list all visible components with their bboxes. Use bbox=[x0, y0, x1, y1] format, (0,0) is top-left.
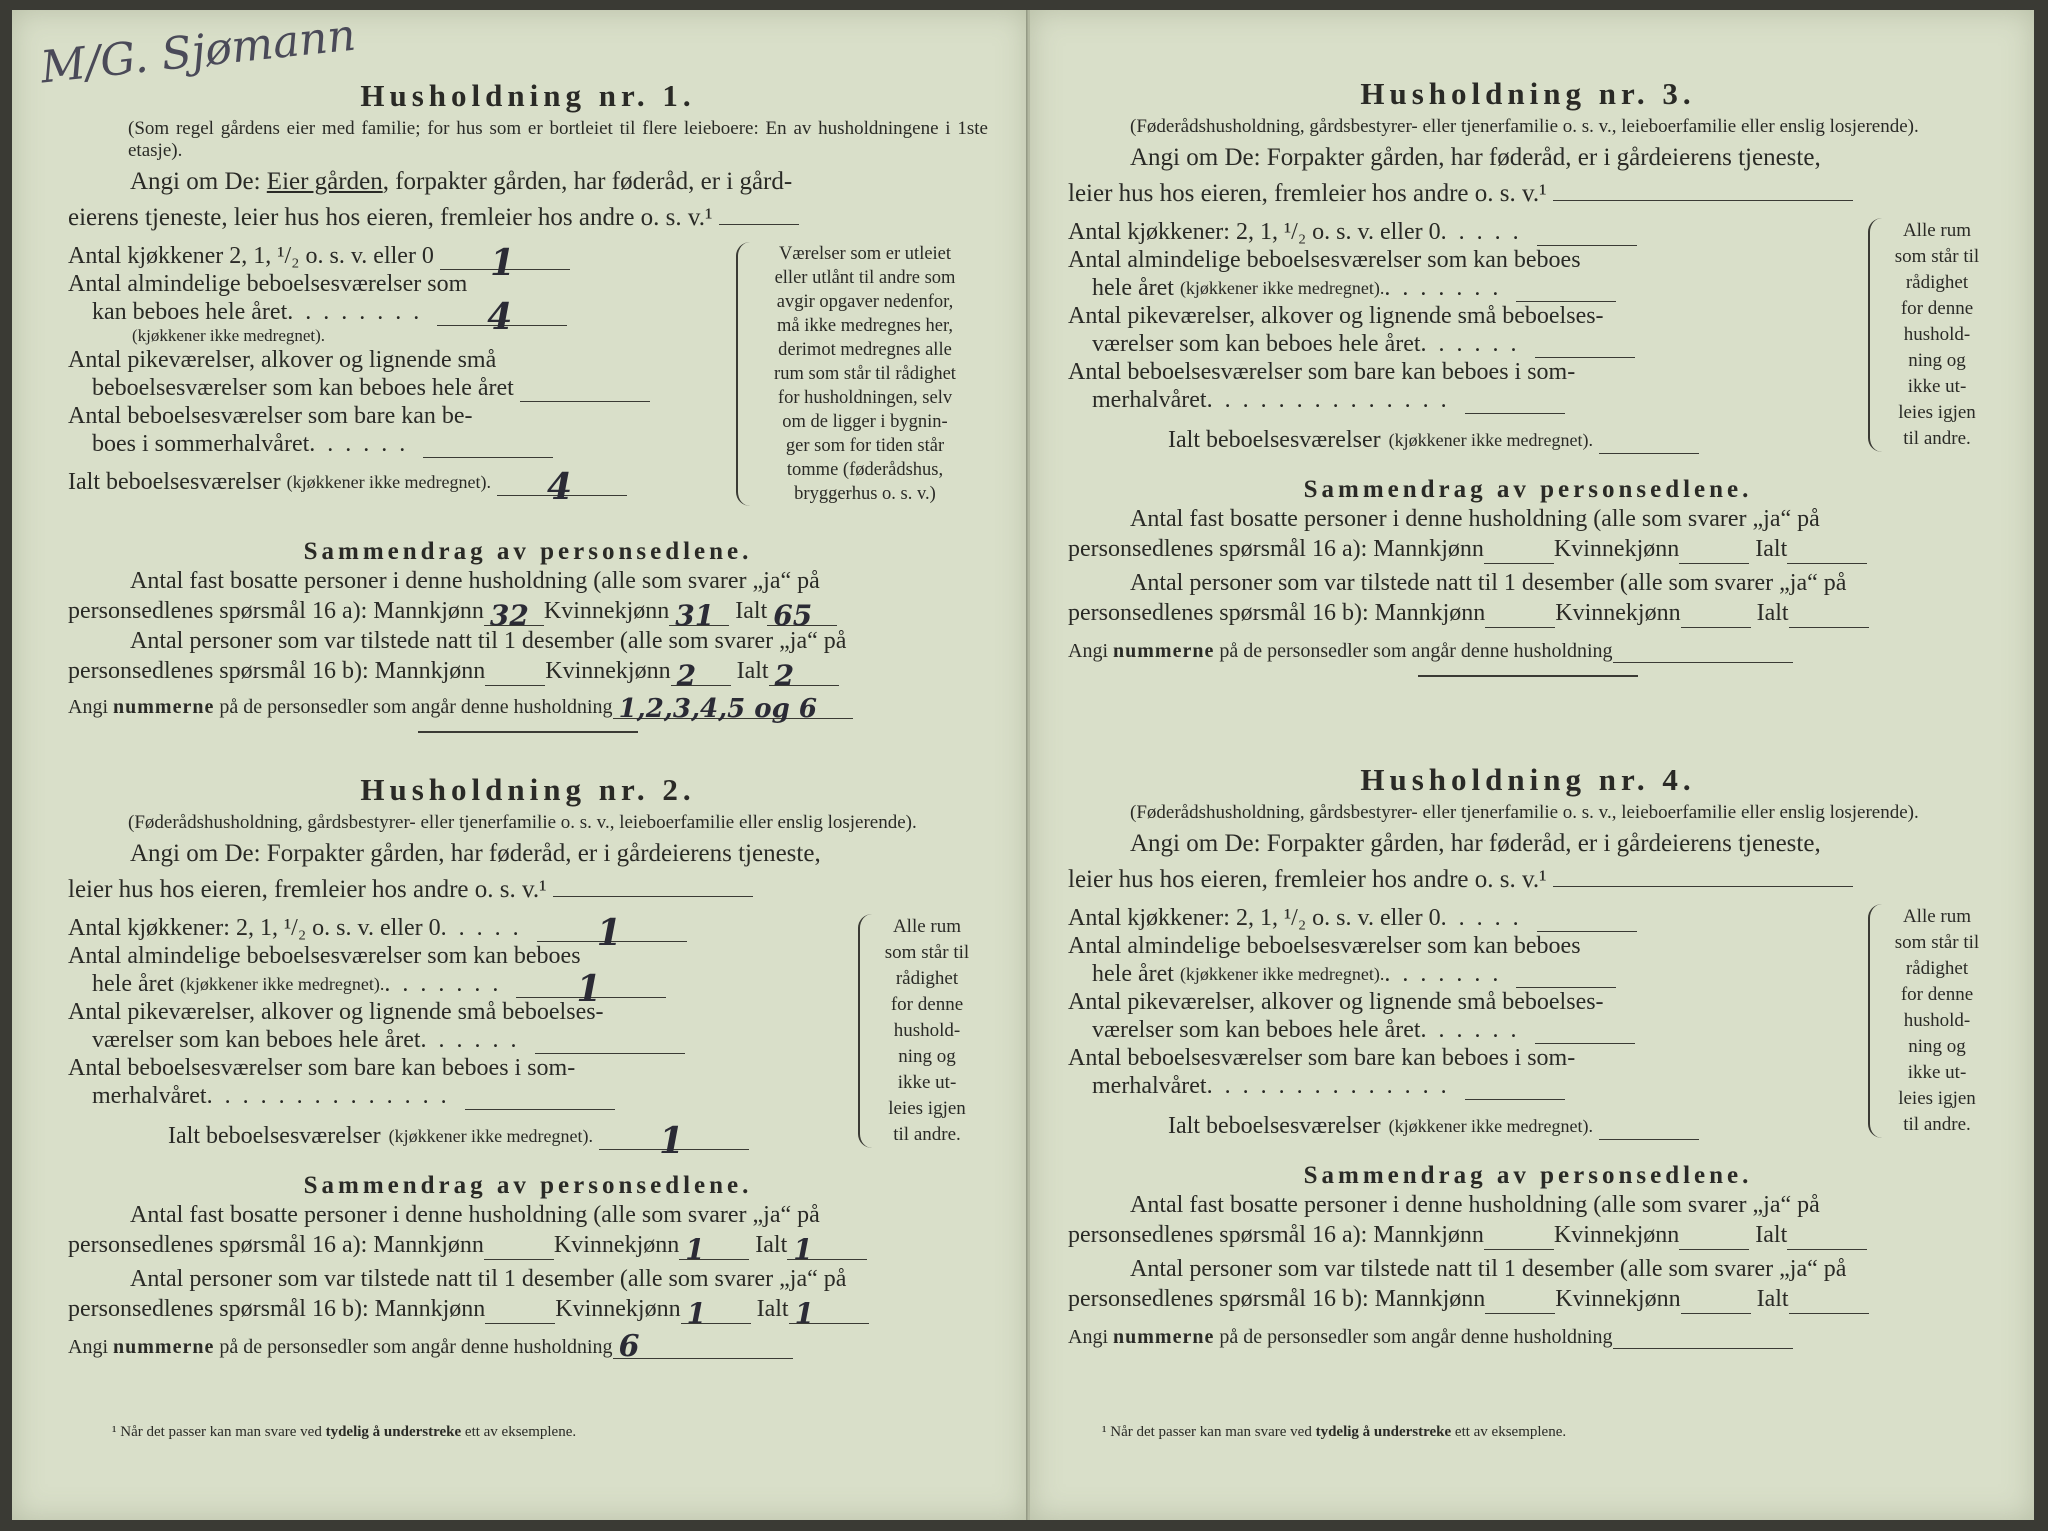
fast-ialt-field[interactable] bbox=[1787, 539, 1867, 564]
fast-mann-field[interactable] bbox=[1484, 539, 1554, 564]
household-title: Husholdning nr. 3. bbox=[1360, 76, 1696, 111]
tilstede-kvinne-field[interactable]: 1 bbox=[681, 1299, 751, 1324]
angi-line: Angi om De: Eier gården, forpakter gården, har føderåd, er i gård- bbox=[130, 168, 793, 195]
ialt-field[interactable] bbox=[1599, 427, 1699, 454]
household-title: Husholdning nr. 4. bbox=[1360, 762, 1696, 797]
sommer-field[interactable] bbox=[1465, 1073, 1565, 1100]
room-rows-3: Antal kjøkkener: 2, 1, ¹/₂ o. s. v. eller 0 ..... Antal almindelige beboelsesværelser som kan beboes hele året (kjøkkener ikke medregnet). ....... Antal pikeværelser, alkover og lignende små beboelses- værelser som kan beboes hele året ...... Antal beboelsesværelser som bare kan beboes i som- merhalvåret .............. Ialt beboelsesværelser (kjøkkener ikke medregnet). bbox=[1068, 218, 1858, 454]
household-title: Husholdning nr. 2. bbox=[360, 772, 696, 807]
ialt-field[interactable] bbox=[1599, 1113, 1699, 1140]
tilstede-ialt-field[interactable]: 2 bbox=[769, 661, 839, 686]
summary-2: Sammendrag av personsedlene. Antal fast bosatte personer i denne husholdning (alle som svarer „ja“ på personsedlenes spørsmål 16 a): Mannkjønn Kvinnekjønn 1 Ialt 1 Antal personer som var tilstede natt til 1 desember (alle som svarer „ja“ på personsedlenes spørsmål 16 b): Mannkjønn Kvinnekjønn 1 Ialt 1 Angi nummerne på de personsedler som angår denne husholdning 6 bbox=[68, 1172, 988, 1359]
eier-garden-underlined: Eier gården bbox=[266, 168, 383, 195]
footnote-left: ¹ Når det passer kan man svare ved tydelig å understreke ett av eksemplene. bbox=[112, 1424, 577, 1440]
household-note: (Føderådshusholdning, gårdsbestyrer- eller tjenerfamilie o. s. v., leieboerfamilie eller enslig losjerende). bbox=[128, 812, 917, 833]
fast-kvinne-field[interactable]: 31 bbox=[669, 601, 729, 626]
summary-title: Sammendrag av personsedlene. bbox=[1303, 476, 1753, 503]
summary-title: Sammendrag av personsedlene. bbox=[1303, 1162, 1753, 1189]
pike-field[interactable] bbox=[520, 375, 650, 402]
kjokkener-field[interactable]: 1 bbox=[537, 915, 687, 942]
tilstede-ialt-field[interactable] bbox=[1789, 603, 1869, 628]
household-note: (Føderådshusholdning, gårdsbestyrer- eller tjenerfamilie o. s. v., leieboerfamilie eller enslig losjerende). bbox=[1130, 116, 1919, 137]
summary-3: Sammendrag av personsedlene. Antal fast bosatte personer i denne husholdning (alle som svarer „ja“ på personsedlenes spørsmål 16 a): Mannkjønn Kvinnekjønn Ialt Antal personer som var tilstede natt til 1 desember (alle som svarer „ja“ på personsedlenes spørsmål 16 b): Mannkjønn Kvinnekjønn Ialt Angi nummerne på de personsedler som angår denne husholdning bbox=[1068, 476, 1988, 677]
pike-field[interactable] bbox=[1535, 331, 1635, 358]
footnote-right: ¹ Når det passer kan man svare ved tydelig å understreke ett av eksemplene. bbox=[1102, 1424, 1567, 1440]
fast-kvinne-field[interactable] bbox=[1679, 539, 1749, 564]
household-title: Husholdning nr. 1. bbox=[360, 78, 696, 113]
fast-ialt-field[interactable]: 65 bbox=[767, 601, 837, 626]
tilstede-mann-field[interactable] bbox=[485, 1299, 555, 1324]
sommer-field[interactable] bbox=[465, 1083, 615, 1110]
household-4: Husholdning nr. 4. (Føderådshusholdning, gårdsbestyrer- eller tjenerfamilie o. s. v., leieboerfamilie eller enslig losjerende). Angi om De: Forpakter gården, har føderåd, er i gårdeierens tjeneste, leier hus hos eieren, fremleier hos andre o. s. v.¹ Antal kjøkkener: 2, 1, ¹/₂ o. s. v. eller 0 ..... Antal almindelige beboelsesværelser som kan beboes hele året (kjøkkener ikke medregnet). ....... Antal pikeværelser, alkover og lignende små beboelses- værelser som kan beboes hele året ...... Antal beboelsesværelser som bare kan beboes i som- merhalvåret .............. Ialt beboelsesværelser (kjøkkener ikke medregnet). Alle rum som står til rådighet for denne hushold- ning og ikke ut- leies igjen til andre. Sammendrag av personsedlene. Antal fast bosatte personer i denne husholdning (alle som svarer „ja“ på personsedlenes spørsmål 16 a): Mannkjønn Kvinnekjønn Ialt Antal personer som var tilstede natt til 1 desember (alle som svarer „ja“ på personsedlenes spørsmål 16 b): Mannkjønn Kvinnekjønn Ialt Angi nummerne på de personsedler som angår denne husholdning bbox=[1068, 762, 1988, 1349]
household-note: (Føderådshusholdning, gårdsbestyrer- eller tjenerfamilie o. s. v., leieboerfamilie eller enslig losjerende). bbox=[1130, 802, 1919, 823]
household-3: Husholdning nr. 3. (Føderådshusholdning, gårdsbestyrer- eller tjenerfamilie o. s. v., leieboerfamilie eller enslig losjerende). Angi om De: Forpakter gården, har føderåd, er i gårdeierens tjeneste, leier hus hos eieren, fremleier hos andre o. s. v.¹ Antal kjøkkener: 2, 1, ¹/₂ o. s. v. eller 0 ..... Antal almindelige beboelsesværelser som kan beboes hele året (kjøkkener ikke medregnet). ....... Antal pikeværelser, alkover og lignende små beboelses- værelser som kan beboes hele året ...... Antal beboelsesværelser som bare kan beboes i som- merhalvåret .............. Ialt beboelsesværelser (kjøkkener ikke medregnet). Alle rum som står til rådighet for denne hushold- ning og ikke ut- leies igjen til andre. Sammendrag av personsedlene. Antal fast bosatte personer i denne husholdning (alle som svarer „ja“ på personsedlenes spørsmål 16 a): Mannkjønn Kvinnekjønn Ialt Antal personer som var tilstede natt til 1 desember (alle som svarer „ja“ på personsedlenes spørsmål 16 b): Mannkjønn Kvinnekjønn Ialt Angi nummerne på de personsedler som angår denne husholdning bbox=[1068, 76, 1988, 677]
fast-ialt-field[interactable] bbox=[1787, 1225, 1867, 1250]
tilstede-ialt-field[interactable]: 1 bbox=[789, 1299, 869, 1324]
ialt-field[interactable]: 4 bbox=[497, 469, 627, 496]
summary-title: Sammendrag av personsedlene. bbox=[303, 1172, 753, 1199]
angi-line-2: eierens tjeneste, leier hus hos eieren, fremleier hos andre o. s. v.¹ bbox=[68, 198, 988, 234]
tilstede-mann-field[interactable] bbox=[1485, 603, 1555, 628]
summary-title: Sammendrag av personsedlene. bbox=[303, 538, 753, 565]
tilstede-kvinne-field[interactable] bbox=[1681, 1289, 1751, 1314]
fast-mann-field[interactable] bbox=[1484, 1225, 1554, 1250]
household-1: Husholdning nr. 1. (Som regel gårdens eier med familie; for hus som er bortleiet til flere leieboere: En av husholdningene i 1ste etasje). Angi om De: Eier gården, forpakter gården, har føderåd, er i gård- eierens tjeneste, leier hus hos eieren, fremleier hos andre o. s. v.¹ Antal kjøkkener 2, 1, ¹/₂ o. s. v. eller 0 1 Antal almindelige beboelsesværelser som kan beboes hele året ........ 4 (kjøkkener ikke medregnet). Antal pikeværelser, alkover og lignende små beboelsesværelser som kan beboes hele året Antal beboelsesværelser som bare kan be- boes i sommerhalvåret ...... Ialt beboelsesværelser (kjøkkener ikke medregnet). 4 Værelser som er utleiet eller utlånt til andre som avgir opgaver nedenfor, må ikke medregnes her, derimot medregnes alle rum som står til rådighet for husholdningen, selv om de ligger i bygnin- ger som for tiden står tomme (føderådshus, bryggerhus o. s. v.) Sammendrag av personsedlene. Antal fast bosatte personer i denne husholdning (alle som svarer „ja“ på personsedlenes spørsmål 16 a): Mannkjønn 32 Kvinnekjønn 31 Ialt 65 Antal personer som var tilstede natt til 1 desember (alle som svarer „ja“ på personsedlenes spørsmål 16 b): Mannkjønn Kvinnekjønn 2 Ialt 2 Angi nummerne på de personsedler som angår denne husholdning 1,2,3,4,5 og 6 bbox=[68, 78, 988, 733]
alm-field[interactable]: 1 bbox=[516, 971, 666, 998]
tilstede-ialt-field[interactable] bbox=[1789, 1289, 1869, 1314]
handwritten-signature: M/G. Sjømann bbox=[38, 9, 359, 94]
fast-mann-field[interactable] bbox=[484, 1235, 554, 1260]
side-note: Værelser som er utleiet eller utlånt til andre som avgir opgaver nedenfor, må ikke medregnes her, derimot medregnes alle rum som står til rådighet for husholdningen, selv om de ligger i bygnin- ger som for tiden står tomme (føderådshus, bryggerhus o. s. v.) bbox=[736, 242, 980, 506]
nummerne-field[interactable]: 6 bbox=[613, 1334, 793, 1359]
sommer-field[interactable] bbox=[423, 431, 553, 458]
household-2: Husholdning nr. 2. (Føderådshusholdning, gårdsbestyrer- eller tjenerfamilie o. s. v., leieboerfamilie eller enslig losjerende). Angi om De: Forpakter gården, har føderåd, er i gårdeierens tjeneste, leier hus hos eieren, fremleier hos andre o. s. v.¹ Antal kjøkkener: 2, 1, ¹/₂ o. s. v. eller 0 ..... 1 Antal almindelige beboelsesværelser som kan beboes hele året (kjøkkener ikke medregnet). ....... 1 Antal pikeværelser, alkover og lignende små beboelses- værelser som kan beboes hele året ...... Antal beboelsesværelser som bare kan beboes i som- merhalvåret .............. Ialt beboelsesværelser (kjøkkener ikke medregnet). 1 Alle rum som står til rådighet for denne hushold- ning og ikke ut- leies igjen til andre. Sammendrag av personsedlene. Antal fast bosatte personer i denne husholdning (alle som svarer „ja“ på personsedlenes spørsmål 16 a): Mannkjønn Kvinnekjønn 1 Ialt 1 Antal personer som var tilstede natt til 1 desember (alle som svarer „ja“ på personsedlenes spørsmål 16 b): Mannkjønn Kvinnekjønn 1 Ialt 1 Angi nummerne på de personsedler som angår denne husholdning 6 bbox=[68, 772, 988, 1359]
alm-field[interactable] bbox=[1516, 961, 1616, 988]
summary-4: Sammendrag av personsedlene. Antal fast bosatte personer i denne husholdning (alle som svarer „ja“ på personsedlenes spørsmål 16 a): Mannkjønn Kvinnekjønn Ialt Antal personer som var tilstede natt til 1 desember (alle som svarer „ja“ på personsedlenes spørsmål 16 b): Mannkjønn Kvinnekjønn Ialt Angi nummerne på de personsedler som angår denne husholdning bbox=[1068, 1162, 1988, 1349]
household-note: (Som regel gårdens eier med familie; for hus som er bortleiet til flere leieboere: En av husholdningene i 1ste etasje). bbox=[128, 118, 988, 161]
room-section: Antal kjøkkener 2, 1, ¹/₂ o. s. v. eller 0 1 Antal almindelige beboelsesværelser som kan beboes hele året ........ 4 (kjøkkener ikke medregnet). Antal pikeværelser, alkover og lignende små beboelsesværelser som kan beboes hele året Antal beboelsesværelser som bare kan be- boes i sommerhalvåret ...... Ialt beboelsesværelser (kjøkkener ikke medregnet). 4 Værelser som er utleiet eller utlånt til andre som avgir opgaver nedenfor, må ikke medregnes her, derimot medregnes alle rum som står til rådighet for husholdningen, selv om de ligger i bygnin- ger som for tiden står tomme (føderådshus, bryggerhus o. s. v.) bbox=[68, 242, 988, 532]
side-note: Alle rum som står til rådighet for denne hushold- ning og ikke ut- leies igjen til andre. bbox=[1868, 218, 1992, 452]
room-rows-2: Antal kjøkkener: 2, 1, ¹/₂ o. s. v. eller 0 ..... 1 Antal almindelige beboelsesværelser som kan beboes hele året (kjøkkener ikke medregnet). ....... 1 Antal pikeværelser, alkover og lignende små beboelses- værelser som kan beboes hele året ...... Antal beboelsesværelser som bare kan beboes i som- merhalvåret .............. Ialt beboelsesværelser (kjøkkener ikke medregnet). 1 bbox=[68, 914, 828, 1150]
fast-kvinne-field[interactable] bbox=[1679, 1225, 1749, 1250]
nummerne-field[interactable] bbox=[1613, 638, 1793, 663]
kjokkener-field[interactable] bbox=[1537, 219, 1637, 246]
ialt-field[interactable]: 1 bbox=[599, 1123, 749, 1150]
tilstede-mann-field[interactable] bbox=[1485, 1289, 1555, 1314]
tilstede-kvinne-field[interactable]: 2 bbox=[671, 661, 731, 686]
kjokkener-field[interactable] bbox=[1537, 905, 1637, 932]
kjokkener-field[interactable]: 1 bbox=[440, 243, 570, 270]
tilstede-mann-field[interactable] bbox=[485, 661, 545, 686]
pike-field[interactable] bbox=[1535, 1017, 1635, 1044]
fast-ialt-field[interactable]: 1 bbox=[787, 1235, 867, 1260]
alm-field[interactable]: 4 bbox=[437, 299, 567, 326]
alm-field[interactable] bbox=[1516, 275, 1616, 302]
nummerne-field[interactable] bbox=[1613, 1324, 1793, 1349]
pike-field[interactable] bbox=[535, 1027, 685, 1054]
nummerne-field[interactable]: 1,2,3,4,5 og 6 bbox=[613, 694, 853, 719]
tilstede-kvinne-field[interactable] bbox=[1681, 603, 1751, 628]
side-note: Alle rum som står til rådighet for denne hushold- ning og ikke ut- leies igjen til andre. bbox=[1868, 904, 1992, 1138]
room-rows-4: Antal kjøkkener: 2, 1, ¹/₂ o. s. v. eller 0 ..... Antal almindelige beboelsesværelser som kan beboes hele året (kjøkkener ikke medregnet). ....... Antal pikeværelser, alkover og lignende små beboelses- værelser som kan beboes hele året ...... Antal beboelsesværelser som bare kan beboes i som- merhalvåret .............. Ialt beboelsesværelser (kjøkkener ikke medregnet). bbox=[1068, 904, 1858, 1140]
fast-mann-field[interactable]: 32 bbox=[484, 601, 544, 626]
fast-kvinne-field[interactable]: 1 bbox=[679, 1235, 749, 1260]
side-note: Alle rum som står til rådighet for denne hushold- ning og ikke ut- leies igjen til andre. bbox=[858, 914, 982, 1148]
sommer-field[interactable] bbox=[1465, 387, 1565, 414]
